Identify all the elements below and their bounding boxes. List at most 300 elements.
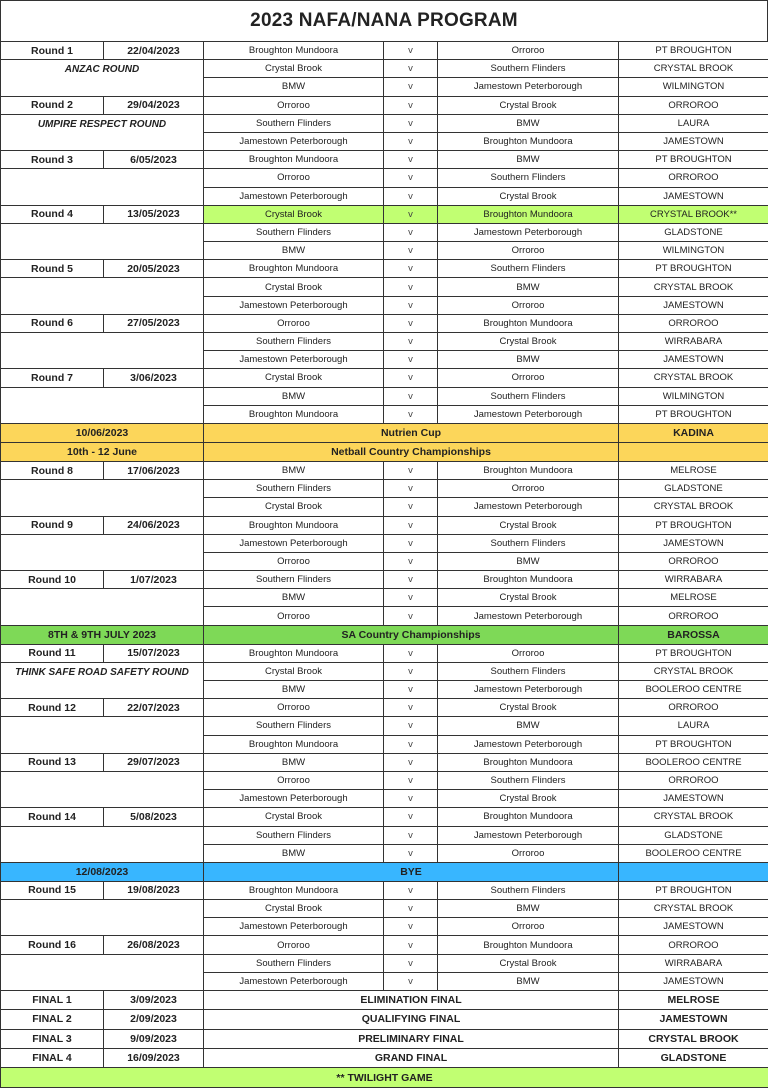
versus-label: v	[384, 735, 438, 753]
away-team: Jamestown Peterborough	[438, 78, 619, 96]
versus-label: v	[384, 844, 438, 862]
venue: ORROROO	[619, 607, 768, 625]
venue: LAURA	[619, 717, 768, 735]
away-team: Orroroo	[438, 844, 619, 862]
round-note: THINK SAFE ROAD SAFETY ROUND	[1, 662, 204, 698]
venue: JAMESTOWN	[619, 296, 768, 314]
round-note	[1, 169, 204, 205]
match-row	[1, 808, 768, 826]
event-row	[1, 625, 768, 644]
versus-label: v	[384, 589, 438, 607]
versus-label: v	[384, 918, 438, 936]
venue: JAMESTOWN	[619, 972, 768, 990]
round-label: Round 8	[1, 461, 104, 479]
versus-label: v	[384, 534, 438, 552]
event-venue	[619, 442, 768, 461]
round-note	[1, 480, 204, 516]
round-note	[1, 589, 204, 625]
venue: WILMINGTON	[619, 387, 768, 405]
round-note	[1, 717, 204, 753]
venue: BOOLEROO CENTRE	[619, 753, 768, 771]
away-team: Jamestown Peterborough	[438, 735, 619, 753]
round-date: 26/08/2023	[104, 936, 204, 954]
round-note	[1, 278, 204, 314]
versus-label: v	[384, 808, 438, 826]
versus-label: v	[384, 790, 438, 808]
home-team: Crystal Brook	[204, 662, 384, 680]
final-date: 2/09/2023	[104, 1010, 204, 1029]
page-title: 2023 NAFA/NANA PROGRAM	[0, 0, 768, 41]
venue: ORROROO	[619, 699, 768, 717]
away-team: Orroroo	[438, 369, 619, 387]
versus-label: v	[384, 242, 438, 260]
round-date: 20/05/2023	[104, 260, 204, 278]
round-date: 22/04/2023	[104, 42, 204, 60]
final-row	[1, 1048, 768, 1067]
venue: WILMINGTON	[619, 78, 768, 96]
match-row	[1, 516, 768, 534]
round-label: Round 10	[1, 571, 104, 589]
home-team: BMW	[204, 589, 384, 607]
home-team: Broughton Mundoora	[204, 881, 384, 899]
away-team: Orroroo	[438, 644, 619, 662]
match-row	[1, 534, 768, 552]
home-team: BMW	[204, 461, 384, 479]
round-note	[1, 954, 204, 990]
away-team: Crystal Brook	[438, 516, 619, 534]
event-date: 10th - 12 June	[1, 442, 204, 461]
venue: GLADSTONE	[619, 826, 768, 844]
home-team: Broughton Mundoora	[204, 644, 384, 662]
away-team: BMW	[438, 552, 619, 570]
event-row	[1, 423, 768, 442]
match-row	[1, 260, 768, 278]
event-venue: BAROSSA	[619, 625, 768, 644]
home-team: BMW	[204, 844, 384, 862]
away-team: Jamestown Peterborough	[438, 405, 619, 423]
away-team: Orroroo	[438, 42, 619, 60]
round-date: 27/05/2023	[104, 314, 204, 332]
round-label: Round 13	[1, 753, 104, 771]
round-note: ANZAC ROUND	[1, 60, 204, 96]
event-row	[1, 862, 768, 881]
away-team: Southern Flinders	[438, 771, 619, 789]
away-team: BMW	[438, 717, 619, 735]
match-row	[1, 771, 768, 789]
venue: CRYSTAL BROOK	[619, 808, 768, 826]
event-name: BYE	[204, 862, 619, 881]
match-row	[1, 662, 768, 680]
venue: JAMESTOWN	[619, 132, 768, 150]
final-name: QUALIFYING FINAL	[204, 1010, 619, 1029]
round-label: Round 16	[1, 936, 104, 954]
away-team: BMW	[438, 151, 619, 169]
match-row	[1, 717, 768, 735]
venue: JAMESTOWN	[619, 790, 768, 808]
versus-label: v	[384, 681, 438, 699]
home-team: Jamestown Peterborough	[204, 534, 384, 552]
away-team: Southern Flinders	[438, 169, 619, 187]
home-team: BMW	[204, 753, 384, 771]
venue: BOOLEROO CENTRE	[619, 844, 768, 862]
final-venue: JAMESTOWN	[619, 1010, 768, 1029]
away-team: Jamestown Peterborough	[438, 681, 619, 699]
round-date: 22/07/2023	[104, 699, 204, 717]
match-row	[1, 333, 768, 351]
away-team: BMW	[438, 114, 619, 132]
home-team: Jamestown Peterborough	[204, 351, 384, 369]
versus-label: v	[384, 552, 438, 570]
versus-label: v	[384, 351, 438, 369]
away-team: Orroroo	[438, 480, 619, 498]
final-label: FINAL 4	[1, 1048, 104, 1067]
home-team: Orroroo	[204, 607, 384, 625]
venue: ORROROO	[619, 314, 768, 332]
event-date: 12/08/2023	[1, 862, 204, 881]
final-label: FINAL 3	[1, 1029, 104, 1048]
versus-label: v	[384, 900, 438, 918]
away-team: Broughton Mundoora	[438, 314, 619, 332]
venue: ORROROO	[619, 771, 768, 789]
final-row	[1, 991, 768, 1010]
match-row	[1, 223, 768, 241]
venue: CRYSTAL BROOK	[619, 900, 768, 918]
match-row	[1, 278, 768, 296]
versus-label: v	[384, 480, 438, 498]
venue: JAMESTOWN	[619, 351, 768, 369]
home-team: Orroroo	[204, 699, 384, 717]
versus-label: v	[384, 571, 438, 589]
venue: JAMESTOWN	[619, 918, 768, 936]
round-note	[1, 223, 204, 259]
match-row	[1, 881, 768, 899]
venue: PT BROUGHTON	[619, 42, 768, 60]
final-label: FINAL 1	[1, 991, 104, 1010]
venue: WIRRABARA	[619, 954, 768, 972]
away-team: Broughton Mundoora	[438, 808, 619, 826]
home-team: Orroroo	[204, 771, 384, 789]
round-label: Round 12	[1, 699, 104, 717]
away-team: Broughton Mundoora	[438, 205, 619, 223]
home-team: Orroroo	[204, 169, 384, 187]
home-team: Broughton Mundoora	[204, 42, 384, 60]
round-label: Round 3	[1, 151, 104, 169]
versus-label: v	[384, 96, 438, 114]
venue: PT BROUGHTON	[619, 151, 768, 169]
versus-label: v	[384, 333, 438, 351]
away-team: Crystal Brook	[438, 790, 619, 808]
final-venue: GLADSTONE	[619, 1048, 768, 1067]
versus-label: v	[384, 972, 438, 990]
match-row	[1, 42, 768, 60]
versus-label: v	[384, 42, 438, 60]
home-team: Southern Flinders	[204, 223, 384, 241]
match-row	[1, 60, 768, 78]
final-date: 3/09/2023	[104, 991, 204, 1010]
match-row	[1, 387, 768, 405]
final-row	[1, 1029, 768, 1048]
away-team: BMW	[438, 351, 619, 369]
away-team: Broughton Mundoora	[438, 936, 619, 954]
away-team: Broughton Mundoora	[438, 571, 619, 589]
round-note	[1, 387, 204, 423]
home-team: Southern Flinders	[204, 480, 384, 498]
versus-label: v	[384, 405, 438, 423]
home-team: Jamestown Peterborough	[204, 918, 384, 936]
round-date: 17/06/2023	[104, 461, 204, 479]
home-team: BMW	[204, 78, 384, 96]
away-team: Crystal Brook	[438, 187, 619, 205]
home-team: BMW	[204, 681, 384, 699]
home-team: Jamestown Peterborough	[204, 972, 384, 990]
venue: CRYSTAL BROOK	[619, 60, 768, 78]
away-team: Orroroo	[438, 242, 619, 260]
match-row	[1, 753, 768, 771]
versus-label: v	[384, 607, 438, 625]
away-team: BMW	[438, 900, 619, 918]
away-team: Crystal Brook	[438, 699, 619, 717]
away-team: Crystal Brook	[438, 954, 619, 972]
home-team: Broughton Mundoora	[204, 260, 384, 278]
round-note	[1, 333, 204, 369]
round-label: Round 4	[1, 205, 104, 223]
match-row	[1, 936, 768, 954]
versus-label: v	[384, 387, 438, 405]
round-date: 13/05/2023	[104, 205, 204, 223]
home-team: BMW	[204, 242, 384, 260]
match-row	[1, 169, 768, 187]
home-team: Crystal Brook	[204, 498, 384, 516]
venue: PT BROUGHTON	[619, 644, 768, 662]
versus-label: v	[384, 369, 438, 387]
versus-label: v	[384, 223, 438, 241]
versus-label: v	[384, 771, 438, 789]
home-team: Broughton Mundoora	[204, 735, 384, 753]
away-team: Broughton Mundoora	[438, 461, 619, 479]
away-team: Crystal Brook	[438, 589, 619, 607]
versus-label: v	[384, 717, 438, 735]
round-date: 15/07/2023	[104, 644, 204, 662]
final-name: ELIMINATION FINAL	[204, 991, 619, 1010]
footer-row	[1, 1068, 768, 1088]
match-row	[1, 314, 768, 332]
versus-label: v	[384, 260, 438, 278]
venue: CRYSTAL BROOK	[619, 369, 768, 387]
venue: ORROROO	[619, 169, 768, 187]
round-label: Round 2	[1, 96, 104, 114]
away-team: Southern Flinders	[438, 881, 619, 899]
versus-label: v	[384, 278, 438, 296]
venue: MELROSE	[619, 589, 768, 607]
home-team: Orroroo	[204, 314, 384, 332]
final-date: 9/09/2023	[104, 1029, 204, 1048]
venue: CRYSTAL BROOK	[619, 662, 768, 680]
venue: PT BROUGHTON	[619, 405, 768, 423]
home-team: Broughton Mundoora	[204, 516, 384, 534]
round-date: 29/04/2023	[104, 96, 204, 114]
match-row	[1, 699, 768, 717]
match-row	[1, 114, 768, 132]
home-team: Jamestown Peterborough	[204, 296, 384, 314]
home-team: Orroroo	[204, 96, 384, 114]
versus-label: v	[384, 516, 438, 534]
versus-label: v	[384, 205, 438, 223]
event-date: 10/06/2023	[1, 423, 204, 442]
home-team: Southern Flinders	[204, 571, 384, 589]
final-row	[1, 1010, 768, 1029]
round-label: Round 7	[1, 369, 104, 387]
away-team: Broughton Mundoora	[438, 132, 619, 150]
match-row	[1, 900, 768, 918]
venue: WILMINGTON	[619, 242, 768, 260]
versus-label: v	[384, 662, 438, 680]
home-team: Broughton Mundoora	[204, 405, 384, 423]
away-team: Southern Flinders	[438, 260, 619, 278]
round-label: Round 15	[1, 881, 104, 899]
home-team: Southern Flinders	[204, 333, 384, 351]
event-date: 8TH & 9TH JULY 2023	[1, 625, 204, 644]
event-venue	[619, 862, 768, 881]
round-date: 3/06/2023	[104, 369, 204, 387]
venue: CRYSTAL BROOK	[619, 278, 768, 296]
venue: CRYSTAL BROOK**	[619, 205, 768, 223]
versus-label: v	[384, 151, 438, 169]
round-label: Round 5	[1, 260, 104, 278]
venue: JAMESTOWN	[619, 187, 768, 205]
home-team: Broughton Mundoora	[204, 151, 384, 169]
final-date: 16/09/2023	[104, 1048, 204, 1067]
final-name: PRELIMINARY FINAL	[204, 1029, 619, 1048]
versus-label: v	[384, 296, 438, 314]
versus-label: v	[384, 169, 438, 187]
venue: PT BROUGHTON	[619, 881, 768, 899]
versus-label: v	[384, 314, 438, 332]
versus-label: v	[384, 936, 438, 954]
round-date: 24/06/2023	[104, 516, 204, 534]
home-team: BMW	[204, 387, 384, 405]
venue: MELROSE	[619, 461, 768, 479]
round-label: Round 1	[1, 42, 104, 60]
round-note	[1, 534, 204, 570]
home-team: Orroroo	[204, 936, 384, 954]
match-row	[1, 954, 768, 972]
program-table	[0, 41, 768, 1088]
home-team: Southern Flinders	[204, 114, 384, 132]
match-row	[1, 369, 768, 387]
away-team: Crystal Brook	[438, 96, 619, 114]
venue: ORROROO	[619, 936, 768, 954]
away-team: Crystal Brook	[438, 333, 619, 351]
versus-label: v	[384, 132, 438, 150]
round-note	[1, 900, 204, 936]
venue: WIRRABARA	[619, 333, 768, 351]
versus-label: v	[384, 881, 438, 899]
round-date: 5/08/2023	[104, 808, 204, 826]
home-team: Jamestown Peterborough	[204, 132, 384, 150]
versus-label: v	[384, 498, 438, 516]
match-row	[1, 826, 768, 844]
home-team: Crystal Brook	[204, 278, 384, 296]
home-team: Southern Flinders	[204, 717, 384, 735]
round-date: 19/08/2023	[104, 881, 204, 899]
away-team: Orroroo	[438, 296, 619, 314]
home-team: Jamestown Peterborough	[204, 790, 384, 808]
event-venue: KADINA	[619, 423, 768, 442]
match-row	[1, 480, 768, 498]
venue: PT BROUGHTON	[619, 516, 768, 534]
match-row	[1, 461, 768, 479]
event-row	[1, 442, 768, 461]
versus-label: v	[384, 699, 438, 717]
round-date: 6/05/2023	[104, 151, 204, 169]
round-date: 29/07/2023	[104, 753, 204, 771]
away-team: Jamestown Peterborough	[438, 607, 619, 625]
round-date: 1/07/2023	[104, 571, 204, 589]
away-team: Southern Flinders	[438, 387, 619, 405]
away-team: Jamestown Peterborough	[438, 826, 619, 844]
venue: WIRRABARA	[619, 571, 768, 589]
versus-label: v	[384, 60, 438, 78]
round-note	[1, 826, 204, 862]
away-team: BMW	[438, 278, 619, 296]
venue: PT BROUGHTON	[619, 735, 768, 753]
home-team: Crystal Brook	[204, 900, 384, 918]
away-team: BMW	[438, 972, 619, 990]
round-label: Round 14	[1, 808, 104, 826]
versus-label: v	[384, 187, 438, 205]
versus-label: v	[384, 114, 438, 132]
home-team: Southern Flinders	[204, 826, 384, 844]
home-team: Crystal Brook	[204, 369, 384, 387]
venue: ORROROO	[619, 552, 768, 570]
versus-label: v	[384, 644, 438, 662]
home-team: Southern Flinders	[204, 954, 384, 972]
venue: GLADSTONE	[619, 480, 768, 498]
event-name: Nutrien Cup	[204, 423, 619, 442]
match-row	[1, 571, 768, 589]
match-row	[1, 205, 768, 223]
event-name: SA Country Championships	[204, 625, 619, 644]
away-team: Southern Flinders	[438, 662, 619, 680]
venue: CRYSTAL BROOK	[619, 498, 768, 516]
away-team: Southern Flinders	[438, 534, 619, 552]
home-team: Crystal Brook	[204, 60, 384, 78]
away-team: Broughton Mundoora	[438, 753, 619, 771]
versus-label: v	[384, 954, 438, 972]
home-team: Orroroo	[204, 552, 384, 570]
match-row	[1, 151, 768, 169]
round-label: Round 6	[1, 314, 104, 332]
versus-label: v	[384, 78, 438, 96]
home-team: Crystal Brook	[204, 808, 384, 826]
versus-label: v	[384, 753, 438, 771]
round-label: Round 11	[1, 644, 104, 662]
home-team: Crystal Brook	[204, 205, 384, 223]
venue: GLADSTONE	[619, 223, 768, 241]
venue: BOOLEROO CENTRE	[619, 681, 768, 699]
venue: PT BROUGHTON	[619, 260, 768, 278]
away-team: Southern Flinders	[438, 60, 619, 78]
match-row	[1, 644, 768, 662]
away-team: Orroroo	[438, 918, 619, 936]
venue: LAURA	[619, 114, 768, 132]
versus-label: v	[384, 826, 438, 844]
round-label: Round 9	[1, 516, 104, 534]
away-team: Jamestown Peterborough	[438, 223, 619, 241]
venue: ORROROO	[619, 96, 768, 114]
final-label: FINAL 2	[1, 1010, 104, 1029]
final-name: GRAND FINAL	[204, 1048, 619, 1067]
